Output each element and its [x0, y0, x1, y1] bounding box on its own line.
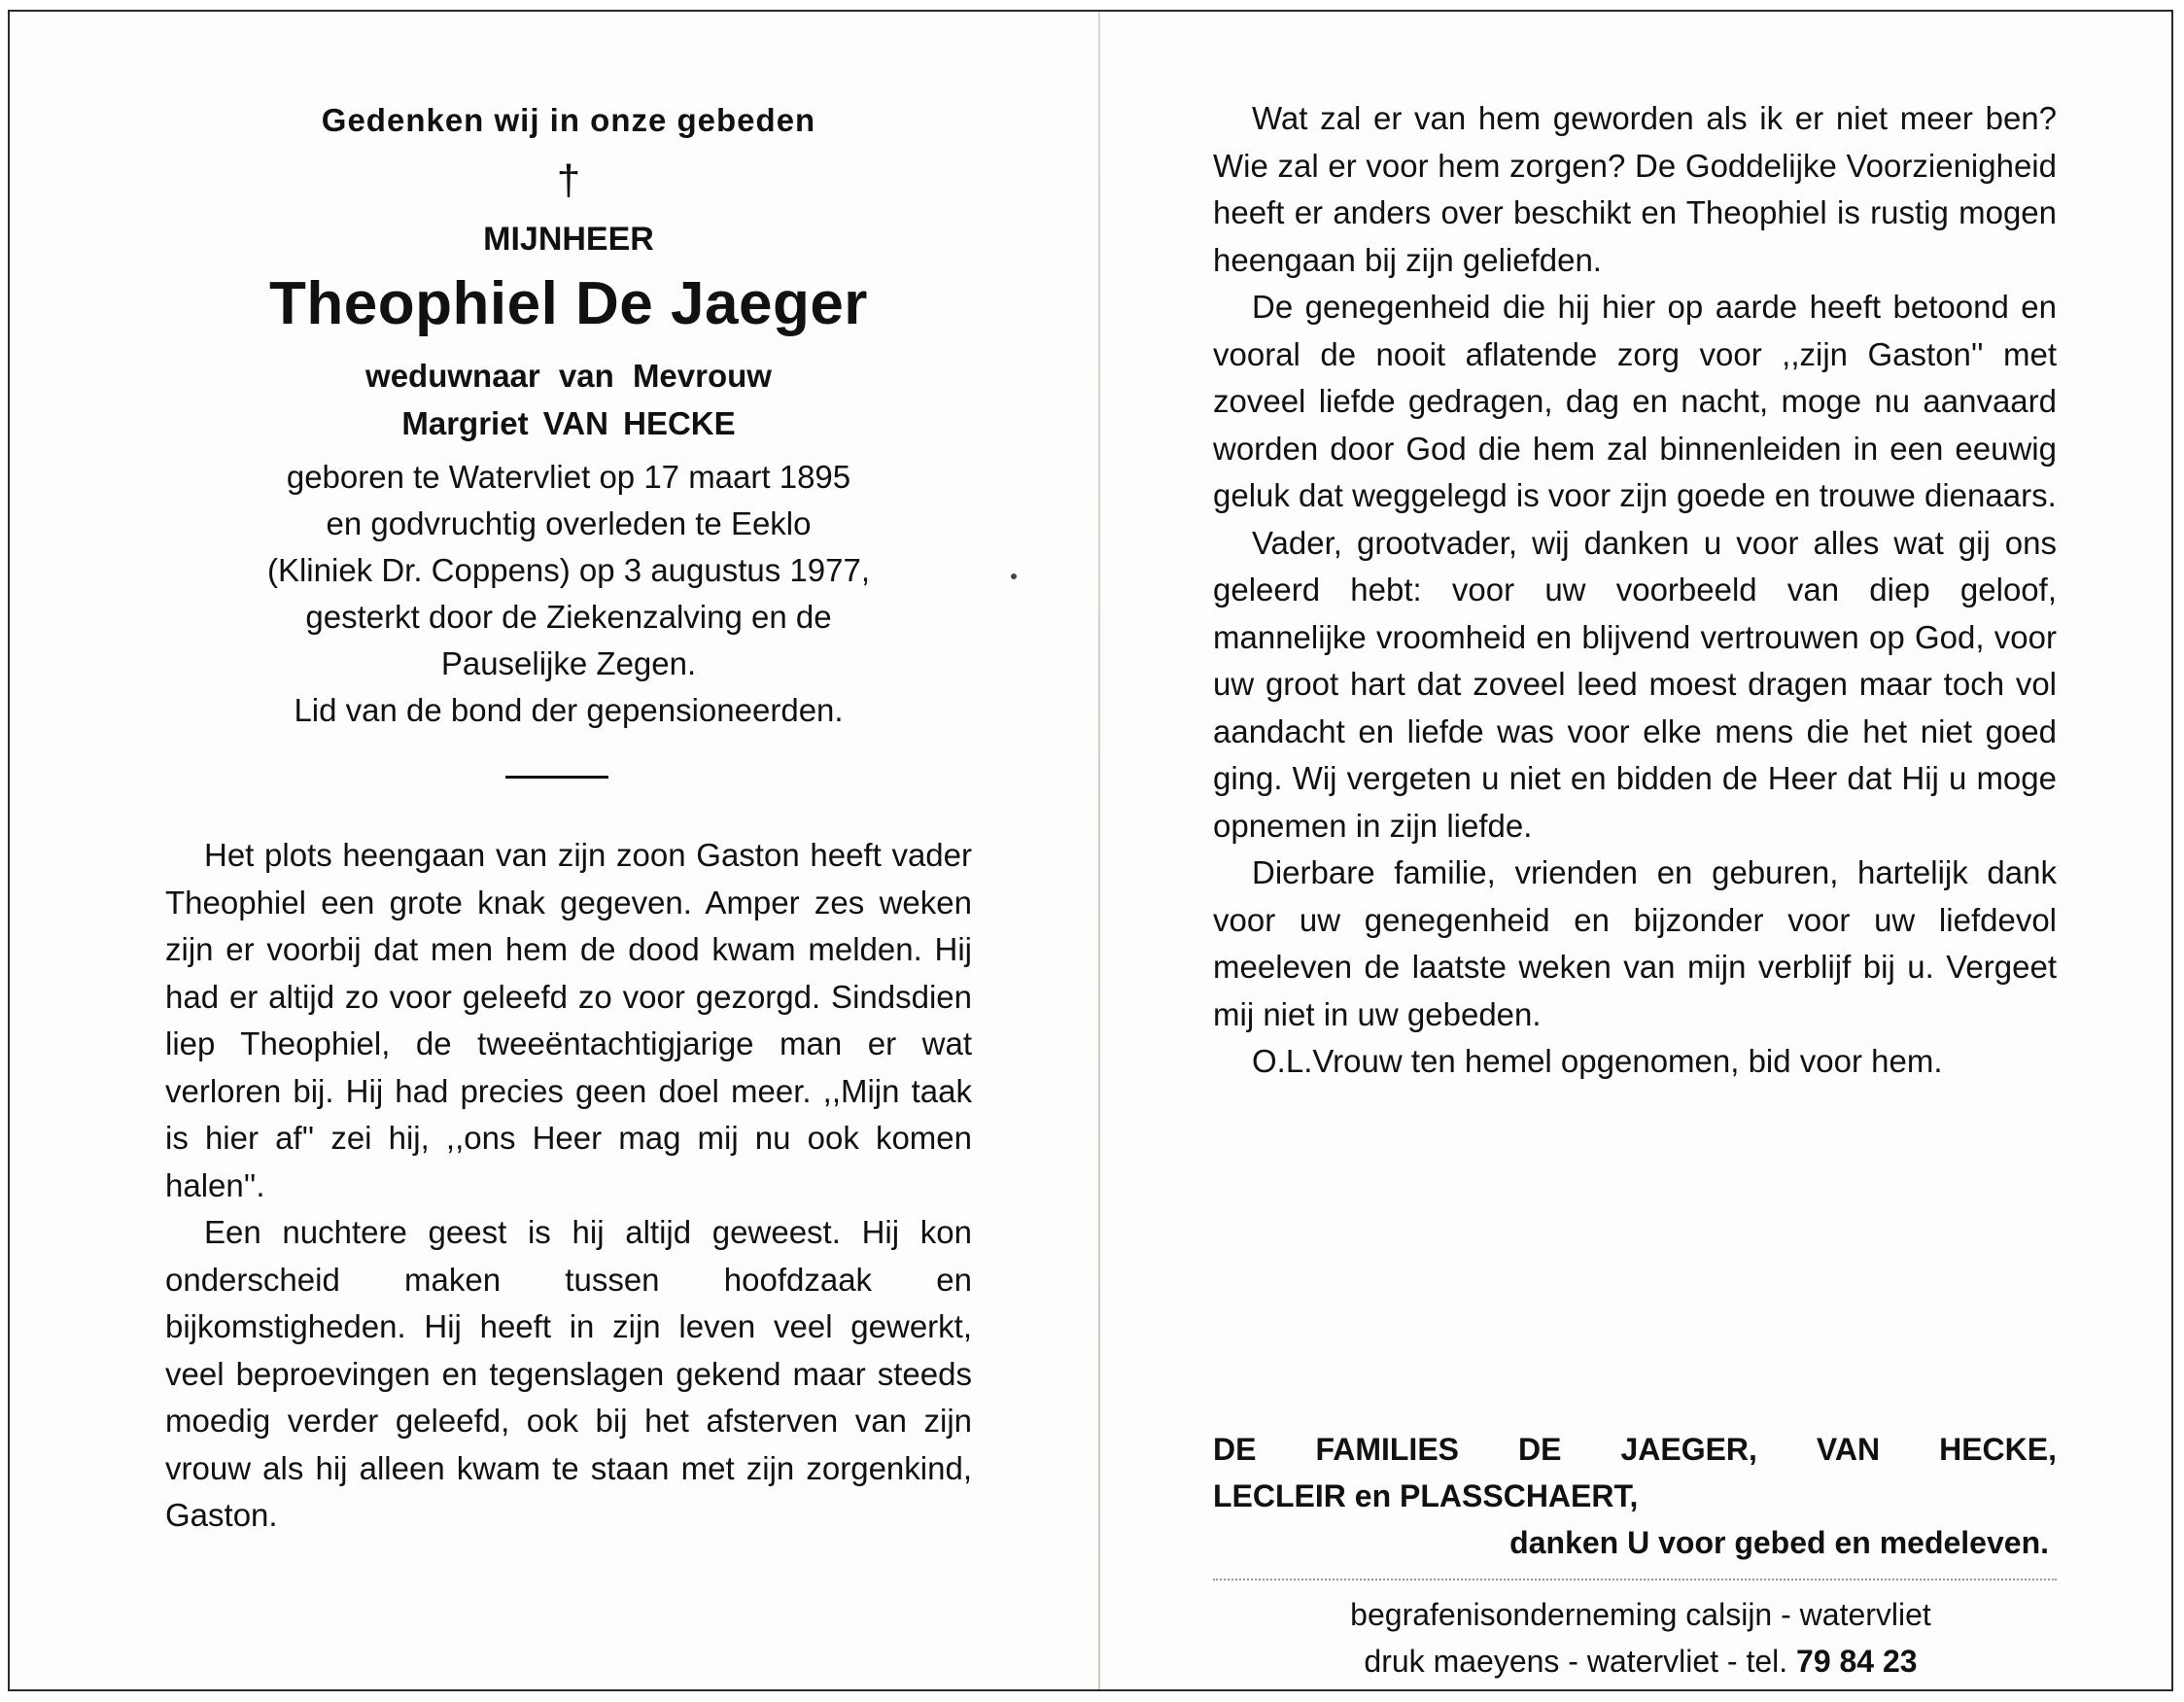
families-line: DE FAMILIES DE JAEGER, VAN HECKE,	[1213, 1432, 2057, 1467]
left-body-text	[165, 832, 972, 1540]
bio-line: gesterkt door de Ziekenzalving en de	[305, 599, 832, 635]
cross-icon: †	[556, 156, 581, 204]
dotted-separator	[1213, 1579, 2057, 1580]
paragraph: Vader, grootvader, wij danken u voor alles wat gij ons geleerd hebt: voor uw voorbeeld van diep geloof, mannelijke vroomheid en blijvend vertrouwen op God, voor uw groot hart dat zoveel leed moest dragen maar toch vol aandacht en liefde was voor elke mens die het niet goed ging. Wij vergeten u niet en bidden de Heer dat Hij u moge opnemen in zijn liefde.	[1213, 524, 2057, 844]
widower-line: weduwnaar van Mevrouw	[365, 358, 772, 394]
honorific-title: MIJNHEER	[483, 221, 654, 258]
paragraph: Dierbare familie, vrienden en geburen, hartelijk dank voor uw genegenheid en bijzonder voor uw liefdevol meeleven de laatste weken van mijn verblijf bij u. Vergeet mij niet in uw gebeden.	[1213, 854, 2057, 1032]
paragraph: Wat zal er van hem geworden als ik er niet meer ben? Wie zal er voor hem zorgen? De Goddelijke Voorzienigheid heeft er anders over beschikt en Theophiel is rustig mogen heengaan bij zijn geliefden.	[1213, 100, 2057, 278]
families-line: LECLEIR en PLASSCHAERT,	[1213, 1478, 1639, 1513]
printer-line	[1252, 1638, 2029, 1685]
divider	[505, 776, 608, 779]
printer-credits	[1252, 1591, 2029, 1685]
bio-line: en godvruchtig overleden te Eeklo	[326, 505, 812, 541]
memorial-card	[8, 10, 2173, 1691]
spouse-name: Margriet VAN HECKE	[401, 405, 736, 441]
biography	[185, 454, 953, 734]
paragraph: De genegenheid die hij hier op aarde heeft betoond en vooral de nooit aflatende zorg voor ,,zijn Gaston'' met zoveel liefde gedragen, dag en nacht, moge nu aanvaard worden door God die hem zal binnenleiden in een eeuwig geluk dat weggelegd is voor zijn goede en trouwe dienaars.	[1213, 289, 2057, 513]
families-signature	[1213, 1426, 2057, 1566]
prayer-heading: Gedenken wij in onze gebeden	[321, 102, 816, 138]
deceased-name: Theophiel De Jaeger	[269, 270, 868, 337]
paragraph: Het plots heengaan van zijn zoon Gaston heeft vader Theophiel een grote knak gegeven. Amper zes weken zijn er voorbij dat men hem de dood kwam melden. Hij had er altijd zo voor geleefd zo voor gezorgd. Sindsdien liep Theophiel, de tweeëntachtigjarige man er wat verloren bij. Hij had precies geen doel meer. ,,Mijn taak is hier af'' zei hij, ,,ons Heer mag mij nu ook komen halen''.	[165, 837, 972, 1203]
bio-line: Lid van de bond der gepensioneerden.	[294, 692, 844, 728]
paragraph: O.L.Vrouw ten hemel opgenomen, bid voor hem.	[1252, 1043, 1943, 1079]
paragraph: Een nuchtere geest is hij altijd geweest. Hij kon onderscheid maken tussen hoofdzaak en bijkomstigheden. Hij heeft in zijn leven veel gewerkt, veel beproevingen en tegenslagen gekend maar steeds moedig verder geleefd, ook bij het afsterven van zijn vrouw als hij alleen kwam te staan met zijn zorgenkind, Gaston.	[165, 1214, 972, 1533]
printer-name: druk maeyens - watervliet - tel.	[1364, 1644, 1788, 1679]
funeral-home-line: begrafenisonderneming calsijn - watervliet	[1350, 1597, 1931, 1632]
bio-line: geboren te Watervliet op 17 maart 1895	[286, 459, 851, 495]
thanks-line: danken U voor gebed en medeleven.	[1509, 1525, 2049, 1560]
bio-line: Pauselijke Zegen.	[440, 645, 697, 681]
bio-line: (Kliniek Dr. Coppens) op 3 augustus 1977,	[266, 552, 871, 588]
phone-number: 79 84 23	[1796, 1644, 1918, 1679]
fold-line	[1098, 12, 1100, 1689]
right-body-text	[1213, 95, 2057, 1086]
print-speck	[1011, 573, 1017, 579]
